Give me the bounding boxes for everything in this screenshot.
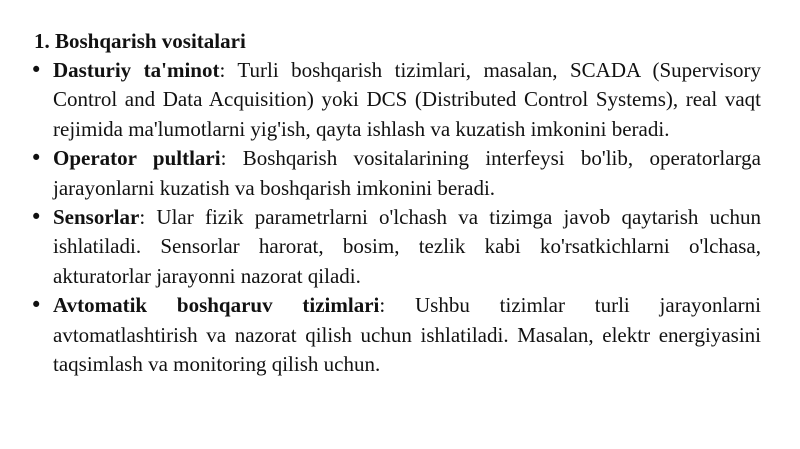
- item-text: Turli boshqarish tizimlari, masalan, SCADA (Supervisory Control and Data Acquisition) yoki DCS (Distributed Control Systems), real vaqt rejimida ma'lumotlarni yig'ish, qayta ishlash va kuzatish imkonini beradi.: [53, 58, 761, 141]
- item-separator: :: [379, 293, 386, 318]
- slide-content: [30, 27, 761, 379]
- list-item-automatic-control: [30, 291, 761, 379]
- item-term: Dasturiy ta'minot: [53, 58, 220, 82]
- bullet-icon: •: [30, 58, 43, 82]
- item-separator: :: [219, 58, 226, 82]
- item-text: Boshqarish vositalarining interfeysi bo'lib, operatorlarga jarayonlarni kuzatish va boshqarish imkonini beradi.: [53, 146, 761, 200]
- list-item-operator-panels: [30, 144, 761, 203]
- item-term: Avtomatik boshqaruv tizimlari: [53, 293, 380, 318]
- item-text: Ushbu tizimlar turli jarayonlarni avtomatlashtirish va nazorat qilish uchun ishlatiladi. Masalan, elektr energiyasini taqsimlash va monitoring qilish uchun.: [53, 293, 761, 377]
- list-item-software: [30, 56, 761, 144]
- section-heading: 1. Boshqarish vositalari: [34, 29, 246, 53]
- item-term: Sensorlar: [53, 205, 140, 230]
- item-term: Operator pultlari: [53, 146, 221, 171]
- bullet-icon: •: [30, 205, 43, 230]
- item-separator: :: [220, 146, 227, 171]
- bullet-icon: •: [30, 146, 43, 171]
- bullet-list: [30, 56, 761, 379]
- item-separator: :: [139, 205, 146, 230]
- bullet-icon: •: [30, 293, 43, 318]
- item-text: Ular fizik parametrlarni o'lchash va tizimga javob qaytarish uchun ishlatiladi. Sensorlar harorat, bosim, tezlik kabi ko'rsatkichlarni o'lchasa, akturatorlar jarayonni nazorat qiladi.: [53, 205, 761, 288]
- list-item-sensors: [30, 203, 761, 291]
